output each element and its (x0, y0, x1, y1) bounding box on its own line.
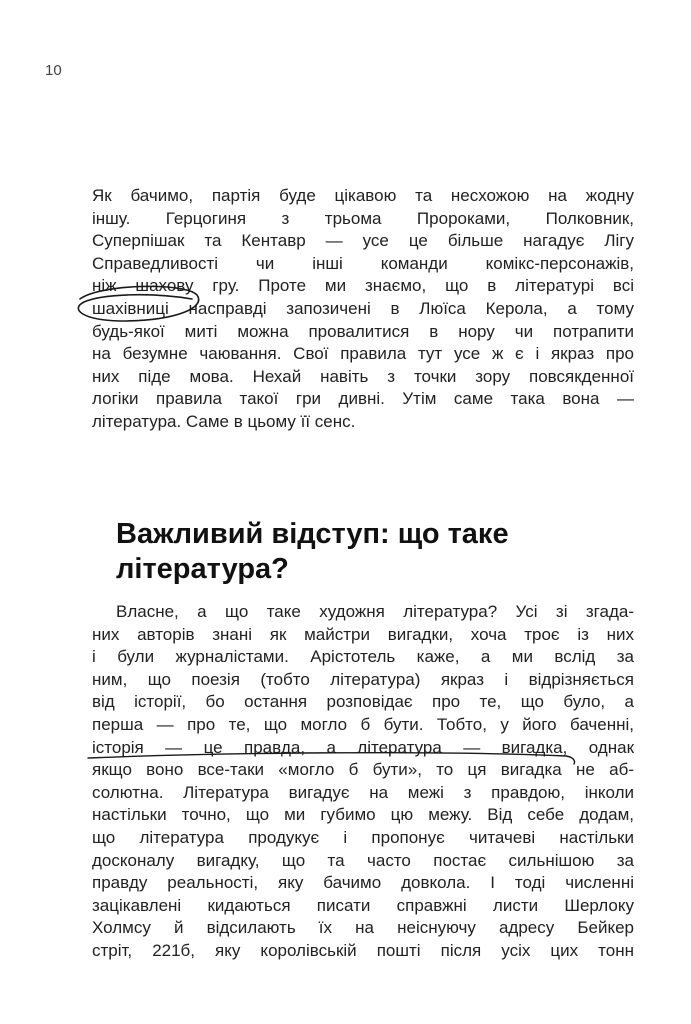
text-line: ним, що поезія (тобто література) якраз і відрізняється (92, 669, 634, 689)
intro-paragraph (92, 185, 634, 434)
text-line: перша — про те, що могло б бути. Тобто, у його баченні, (92, 714, 634, 734)
text-line: Холмсу й відсилають їх на неіснуючу адресу Бейкер (92, 918, 634, 938)
section-heading (116, 517, 616, 587)
text-line: Як бачимо, партія буде цікавою та несхожою на жодну (92, 186, 634, 205)
text-line: логіки правила такої гри дивні. Утім саме така вона — (92, 389, 634, 409)
text-line: шахівниці насправді запозичені в Люїса Керола, а тому (92, 298, 634, 318)
heading-line: література? (116, 553, 289, 585)
text-line: ніж шахову гру. Проте ми знаємо, що в літературі всі (92, 276, 634, 296)
text-line: зацікавлені кидаються писати справжні листи Шерлоку (92, 895, 634, 915)
text-line: настільки точно, що ми губимо цю межу. Від себе додам, (92, 805, 634, 825)
text-line: і були журналістами. Арістотель каже, а ми вслід за (92, 647, 634, 667)
page-number: 10 (45, 62, 62, 79)
text-line: них піде мова. Нехай навіть з точки зору повсякденної (92, 366, 634, 386)
text-line: історія — це правда, а література — вигадка, однак (92, 737, 634, 757)
heading-line: Важливий відступ: що таке (116, 518, 509, 550)
text-line (92, 601, 634, 624)
text-line: солютна. Література вигадує на межі з правдою, інколи (92, 782, 634, 802)
text-line: література. Саме в цьому її сенс. (92, 411, 356, 431)
text-line: іншу. Герцогиня з трьома Пророками, Полковник, (92, 208, 634, 228)
text-line: досконалу вигадку, що та часто постає сильнішою за (92, 850, 634, 870)
text-line: якщо воно все-таки «могло б бути», то ця вигадка не аб- (92, 760, 634, 780)
text-line-content: Власне, а що таке художня література? Усі зі згада- (116, 602, 634, 621)
text-line: будь-якої миті можна провалитися в нору чи потрапити (92, 321, 634, 341)
text-line: правду реальності, яку бачимо довкола. І тоді численні (92, 873, 634, 893)
text-line: Справедливості чи інші команди комікс-персонажів, (92, 253, 634, 273)
text-line: на безумне чаювання. Свої правила тут усе ж є і якраз про (92, 344, 634, 364)
text-line: них авторів знані як майстри вигадки, хоча троє із них (92, 624, 634, 644)
text-line: Суперпішак та Кентавр — усе це більше нагадує Лігу (92, 231, 634, 251)
section-paragraph (92, 601, 634, 963)
text-line: стріт, 221б, яку королівській пошті після усіх цих тонн (92, 940, 634, 960)
text-line: від історії, бо остання розповідає про те, що було, а (92, 692, 634, 712)
text-line: що література продукує і пропонує читачеві настільки (92, 827, 634, 847)
